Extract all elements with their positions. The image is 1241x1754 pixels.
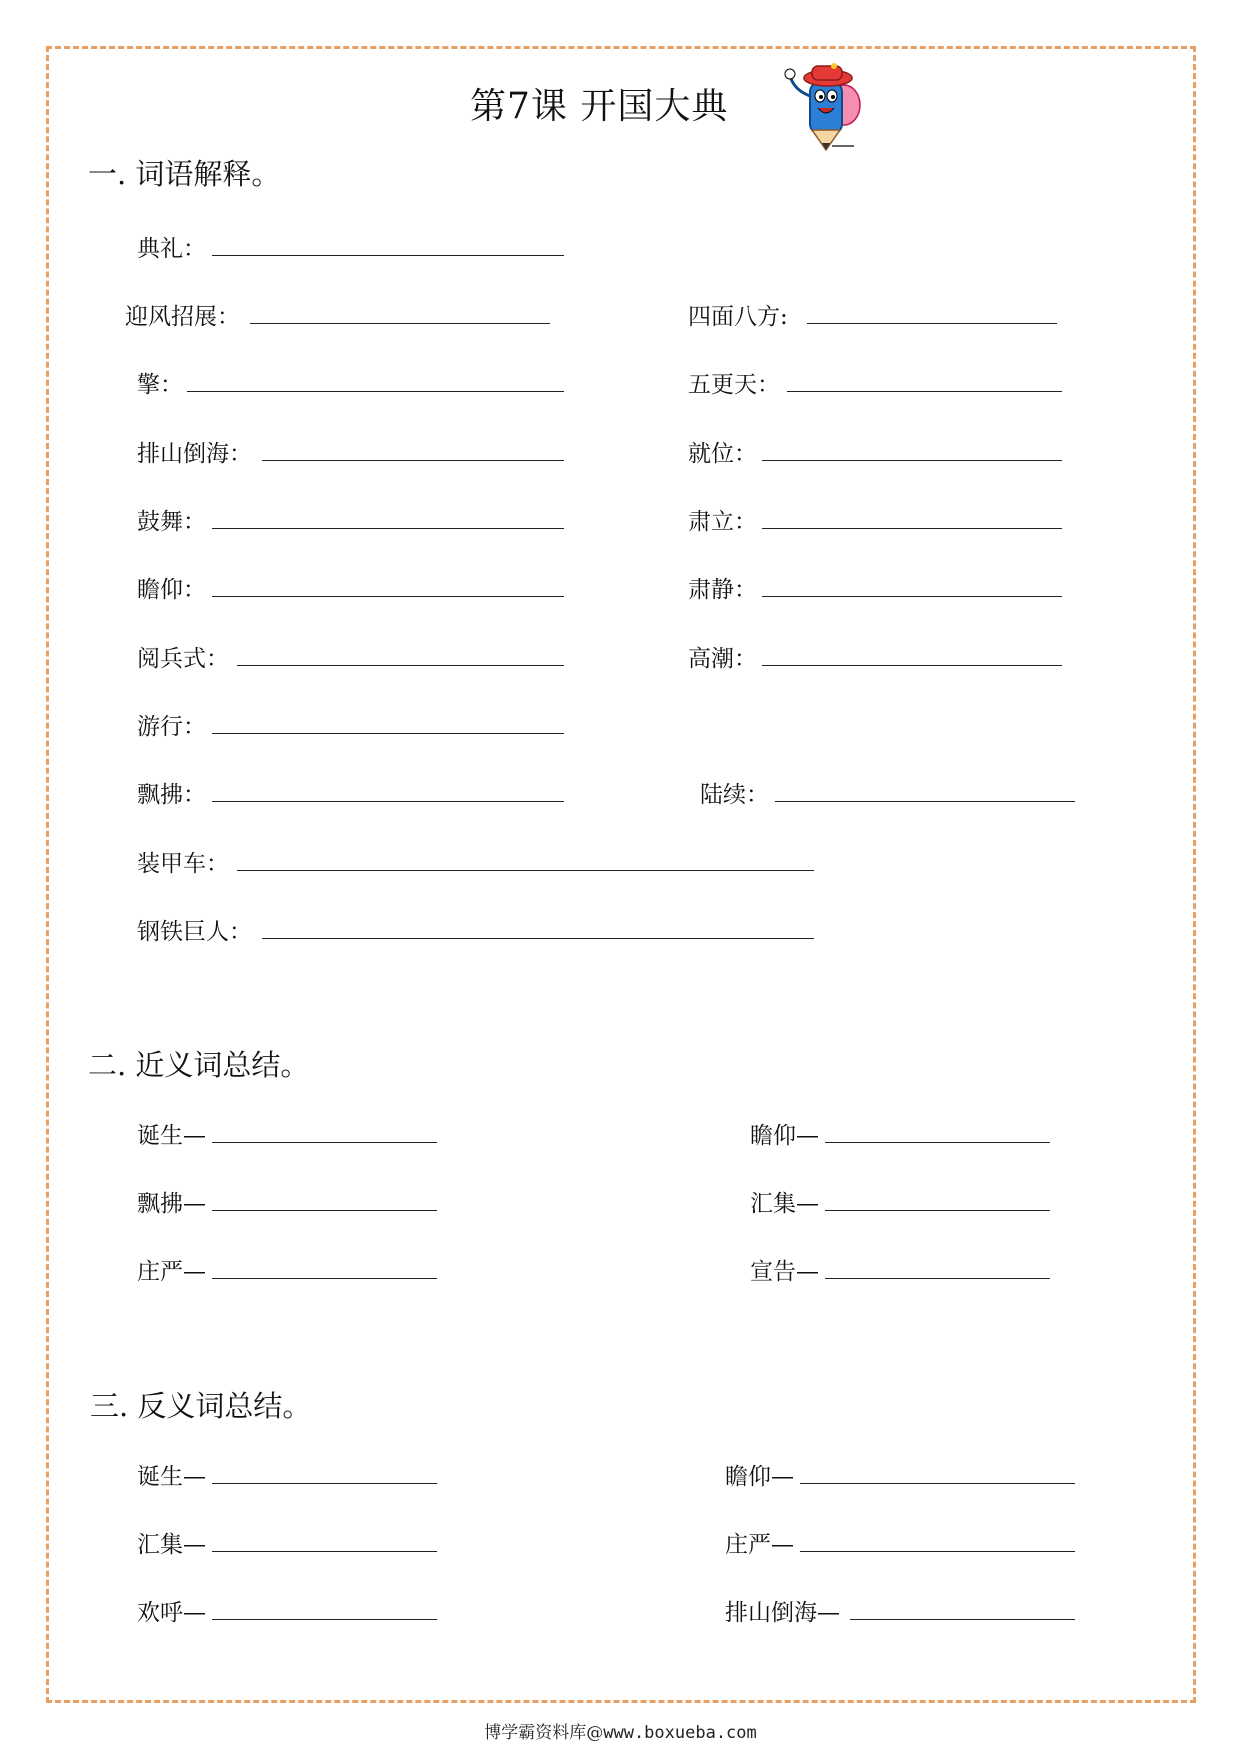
answer-line[interactable]	[787, 391, 1062, 392]
answer-line[interactable]	[762, 528, 1062, 529]
term-label: 鼓舞：	[137, 509, 206, 535]
answer-line[interactable]	[800, 1551, 1075, 1552]
synonym-label: 庄严—	[137, 1259, 206, 1285]
answer-line[interactable]	[262, 938, 814, 939]
antonym-label: 庄严—	[725, 1532, 794, 1558]
antonym-label: 汇集—	[137, 1532, 206, 1558]
answer-line[interactable]	[187, 391, 564, 392]
pencil-mascot-icon	[782, 60, 872, 155]
answer-line[interactable]	[762, 665, 1062, 666]
synonym-label: 诞生—	[137, 1123, 206, 1149]
answer-line[interactable]	[212, 1483, 437, 1484]
page-title: 第7课 开国大典	[470, 86, 729, 127]
section-heading-definitions: 一. 词语解释。	[88, 157, 281, 191]
term-label: 瞻仰：	[137, 577, 206, 603]
footer-brand: 博学霸资料库@	[484, 1723, 604, 1743]
term-label: 迎风招展：	[125, 304, 240, 330]
antonym-label: 排山倒海—	[725, 1600, 840, 1626]
answer-line[interactable]	[825, 1210, 1050, 1211]
footer	[0, 1718, 1241, 1743]
answer-line[interactable]	[212, 255, 564, 256]
answer-line[interactable]	[212, 596, 564, 597]
synonym-label: 汇集—	[750, 1191, 819, 1217]
term-label: 肃静：	[688, 577, 757, 603]
footer-url[interactable]: www.boxueba.com	[603, 1723, 757, 1743]
term-label: 陆续：	[700, 782, 769, 808]
answer-line[interactable]	[807, 323, 1057, 324]
antonym-label: 诞生—	[137, 1464, 206, 1490]
term-label: 典礼：	[137, 236, 206, 262]
term-label: 五更天：	[688, 372, 780, 398]
term-label: 四面八方:	[688, 304, 788, 330]
term-label: 就位：	[688, 441, 757, 467]
synonym-label: 宣告—	[750, 1259, 819, 1285]
answer-line[interactable]	[212, 801, 564, 802]
term-label: 阅兵式：	[137, 646, 229, 672]
answer-line[interactable]	[212, 1619, 437, 1620]
term-label: 擎：	[137, 372, 183, 398]
term-label: 装甲车：	[137, 851, 229, 877]
answer-line[interactable]	[212, 528, 564, 529]
answer-line[interactable]	[237, 665, 564, 666]
answer-line[interactable]	[212, 1210, 437, 1211]
term-label: 钢铁巨人：	[137, 919, 252, 945]
answer-line[interactable]	[825, 1142, 1050, 1143]
answer-line[interactable]	[237, 870, 814, 871]
section-heading-synonyms: 二. 近义词总结。	[88, 1048, 310, 1082]
answer-line[interactable]	[212, 733, 564, 734]
term-label: 高潮：	[688, 646, 757, 672]
antonym-label: 瞻仰—	[725, 1464, 794, 1490]
term-label: 肃立：	[688, 509, 757, 535]
term-label: 游行：	[137, 714, 206, 740]
antonym-label: 欢呼—	[137, 1600, 206, 1626]
answer-line[interactable]	[762, 596, 1062, 597]
answer-line[interactable]	[212, 1142, 437, 1143]
section-heading-antonyms: 三. 反义词总结。	[90, 1389, 312, 1423]
answer-line[interactable]	[762, 460, 1062, 461]
synonym-label: 飘拂—	[137, 1191, 206, 1217]
term-label: 排山倒海：	[137, 441, 252, 467]
term-label: 飘拂：	[137, 782, 206, 808]
answer-line[interactable]	[262, 460, 564, 461]
answer-line[interactable]	[212, 1551, 437, 1552]
answer-line[interactable]	[212, 1278, 437, 1279]
synonym-label: 瞻仰—	[750, 1123, 819, 1149]
answer-line[interactable]	[825, 1278, 1050, 1279]
answer-line[interactable]	[800, 1483, 1075, 1484]
answer-line[interactable]	[775, 801, 1075, 802]
answer-line[interactable]	[250, 323, 550, 324]
answer-line[interactable]	[850, 1619, 1075, 1620]
